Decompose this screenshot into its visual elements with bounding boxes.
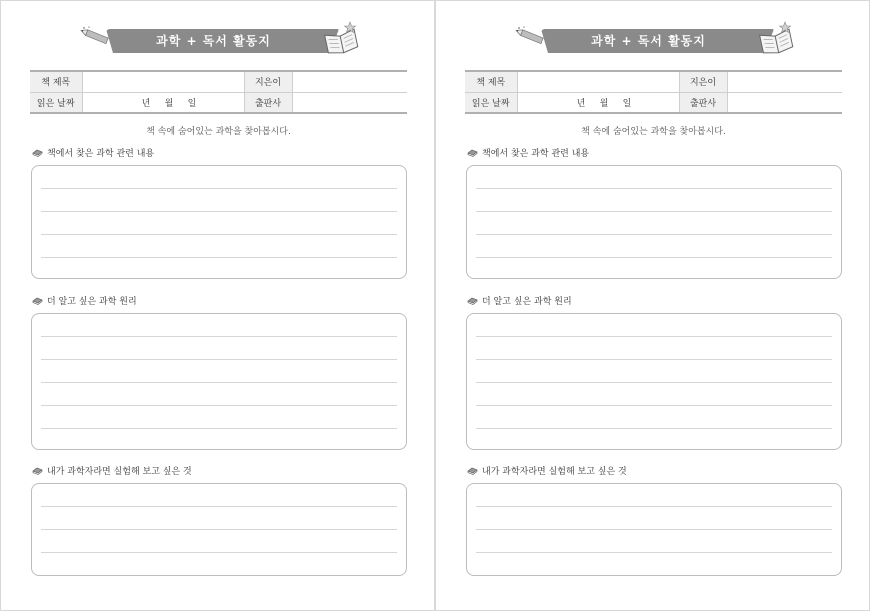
writing-box-more-principles[interactable]: [466, 313, 842, 450]
section-title-science-content: 책에서 찾은 과학 관련 내용: [467, 146, 589, 159]
worksheet-page-right: [435, 0, 870, 611]
book-title-label: 책 제목: [30, 71, 82, 92]
date-month-label: 월: [599, 98, 609, 109]
author-field[interactable]: [292, 71, 407, 92]
section-title-more-principles: 더 알고 싶은 과학 원리: [32, 294, 137, 307]
book-info-table: [465, 70, 842, 114]
section-title-science-content: 책에서 찾은 과학 관련 내용: [32, 146, 154, 159]
book-stack-icon: [32, 296, 43, 305]
banner-title: 과학 + 독서 활동지: [156, 34, 271, 48]
publisher-label: 출판사: [244, 92, 292, 113]
book-title-label: 책 제목: [465, 71, 517, 92]
writing-box-science-content[interactable]: [31, 165, 407, 279]
read-date-label: 읽은 날짜: [30, 92, 82, 113]
writing-box-experiment[interactable]: [466, 483, 842, 576]
date-year-label: 년: [576, 98, 586, 109]
date-year-label: 년: [141, 98, 151, 109]
intro-text: 책 속에 숨어있는 과학을 찾아봅시다.: [146, 127, 291, 137]
banner-title: 과학 + 독서 활동지: [591, 34, 706, 48]
book-stack-icon: [32, 148, 43, 157]
book-stack-icon: [467, 296, 478, 305]
author-label: 지은이: [679, 71, 727, 92]
worksheet-banner: [541, 29, 774, 53]
read-date-label: 읽은 날짜: [465, 92, 517, 113]
author-label: 지은이: [244, 71, 292, 92]
publisher-field[interactable]: [292, 92, 407, 113]
publisher-label: 출판사: [679, 92, 727, 113]
book-title-field[interactable]: [82, 71, 244, 92]
date-day-label: 일: [187, 98, 197, 109]
worksheet-banner: [106, 29, 339, 53]
read-date-field[interactable]: [517, 92, 679, 113]
open-book-icon: [757, 18, 795, 56]
writing-box-more-principles[interactable]: [31, 313, 407, 450]
open-book-icon: [322, 18, 360, 56]
intro-text: 책 속에 숨어있는 과학을 찾아봅시다.: [581, 127, 726, 137]
book-stack-icon: [467, 148, 478, 157]
writing-box-science-content[interactable]: [466, 165, 842, 279]
section-title-experiment: 내가 과학자라면 실험해 보고 싶은 것: [467, 464, 627, 477]
writing-box-experiment[interactable]: [31, 483, 407, 576]
date-month-label: 월: [164, 98, 174, 109]
date-day-label: 일: [622, 98, 632, 109]
section-title-experiment: 내가 과학자라면 실험해 보고 싶은 것: [32, 464, 192, 477]
read-date-field[interactable]: [82, 92, 244, 113]
publisher-field[interactable]: [727, 92, 842, 113]
book-info-table: [30, 70, 407, 114]
book-stack-icon: [467, 466, 478, 475]
book-title-field[interactable]: [517, 71, 679, 92]
section-title-more-principles: 더 알고 싶은 과학 원리: [467, 294, 572, 307]
author-field[interactable]: [727, 71, 842, 92]
book-stack-icon: [32, 466, 43, 475]
